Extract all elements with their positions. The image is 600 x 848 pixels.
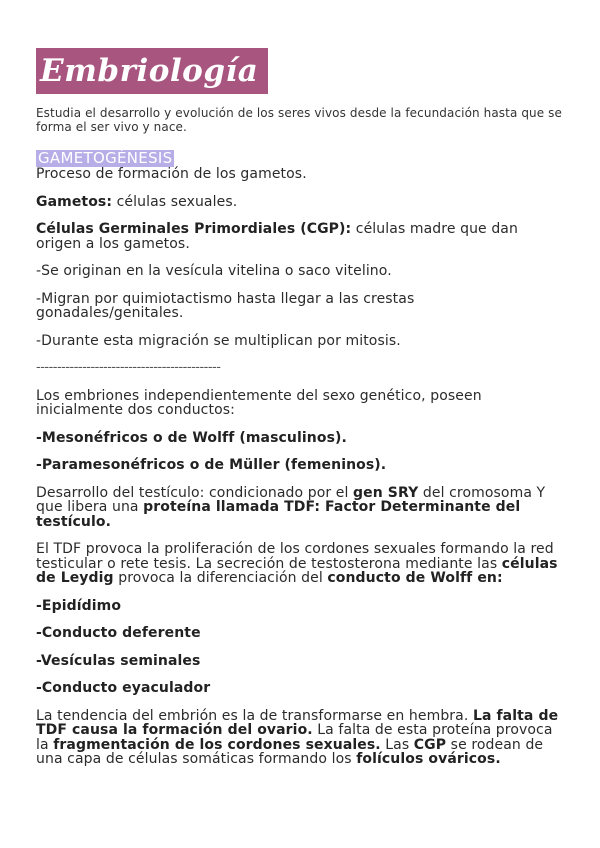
intro-text: Estudia el desarrollo y evolución de los seres vivos desde la fecundación hasta que se forma el ser vivo y nace. bbox=[36, 106, 562, 134]
document-page bbox=[36, 48, 566, 767]
tdf-text-1: El TDF provoca la proliferación de los cordones sexuales formando la red testicular o rete tesis. La secreción de testosterona mediante las bbox=[36, 541, 554, 572]
testiculo-paragraph bbox=[36, 486, 566, 530]
conducto-wolff-text: -Mesonéfricos o de Wolff (masculinos). bbox=[36, 429, 347, 446]
derivative-deferente-text: -Conducto deferente bbox=[36, 625, 201, 641]
section-definition: Proceso de formación de los gametos. bbox=[36, 166, 307, 182]
conducto-wolff bbox=[36, 431, 566, 446]
tdf-bold-2: conducto de Wolff en: bbox=[327, 570, 503, 586]
fact-migration: -Migran por quimiotactismo hasta llegar a las crestas gonadales/genitales. bbox=[36, 290, 415, 321]
cgp-term: Células Germinales Primordiales (CGP): bbox=[36, 221, 352, 237]
hembra-bold-3: CGP bbox=[413, 736, 447, 753]
testiculo-bold-2: proteína llamada TDF: Factor Determinante del testículo. bbox=[36, 499, 521, 530]
derivative-deferente bbox=[36, 626, 566, 641]
tdf-bold-1: células de Leydig bbox=[36, 555, 558, 586]
conducto-muller bbox=[36, 458, 566, 473]
derivative-vesiculas bbox=[36, 654, 566, 669]
derivative-epididimo bbox=[36, 599, 566, 614]
gametos-text: células sexuales. bbox=[112, 193, 238, 210]
page-title: Embriología bbox=[36, 48, 268, 94]
hembra-text-2: La falta de esta proteína provoca la bbox=[36, 722, 553, 753]
hembra-text-1: La tendencia del embrión es la de transformarse en hembra. bbox=[36, 707, 473, 724]
gametos-term: Gametos: bbox=[36, 193, 113, 210]
testiculo-bold-1: gen SRY bbox=[353, 484, 419, 501]
conducto-muller-text: -Paramesonéfricos o de Müller (femeninos). bbox=[36, 457, 387, 473]
conductos-intro: Los embriones independientemente del sexo genético, poseen inicialmente dos conductos: bbox=[36, 387, 482, 418]
hembra-paragraph bbox=[36, 709, 566, 767]
derivative-eyaculador-text: -Conducto eyaculador bbox=[36, 680, 211, 696]
gametos-paragraph bbox=[36, 195, 566, 210]
testiculo-text-2: del cromosoma Y que libera una bbox=[36, 484, 546, 515]
hembra-text-4: se rodean de una capa de células somáticas formando los bbox=[36, 736, 544, 767]
derivative-eyaculador bbox=[36, 681, 566, 696]
hembra-bold-2: fragmentación de los cordones sexuales. bbox=[53, 736, 381, 753]
hembra-bold-4: folículos ováricos. bbox=[356, 751, 501, 767]
cgp-text: células madre que dan origen a los gametos. bbox=[36, 221, 518, 252]
fact-origin: -Se originan en la vesícula vitelina o saco vitelino. bbox=[36, 263, 392, 279]
fact-mitosis: -Durante esta migración se multiplican por mitosis. bbox=[36, 332, 401, 349]
cgp-paragraph bbox=[36, 222, 566, 251]
derivative-epididimo-text: -Epidídimo bbox=[36, 597, 122, 614]
hembra-text-3: Las bbox=[380, 736, 414, 753]
tdf-paragraph bbox=[36, 542, 566, 586]
divider-line: -------------------------------------------- bbox=[36, 360, 221, 375]
section-heading: GAMETOGÉNESIS bbox=[38, 149, 173, 167]
derivative-vesiculas-text: -Vesículas seminales bbox=[36, 652, 201, 669]
hembra-bold-1: La falta de TDF causa la formación del ovario. bbox=[36, 707, 559, 738]
tdf-text-2: provoca la diferenciación del bbox=[113, 570, 328, 586]
testiculo-text-1: Desarrollo del testículo: condicionado por el bbox=[36, 484, 354, 501]
